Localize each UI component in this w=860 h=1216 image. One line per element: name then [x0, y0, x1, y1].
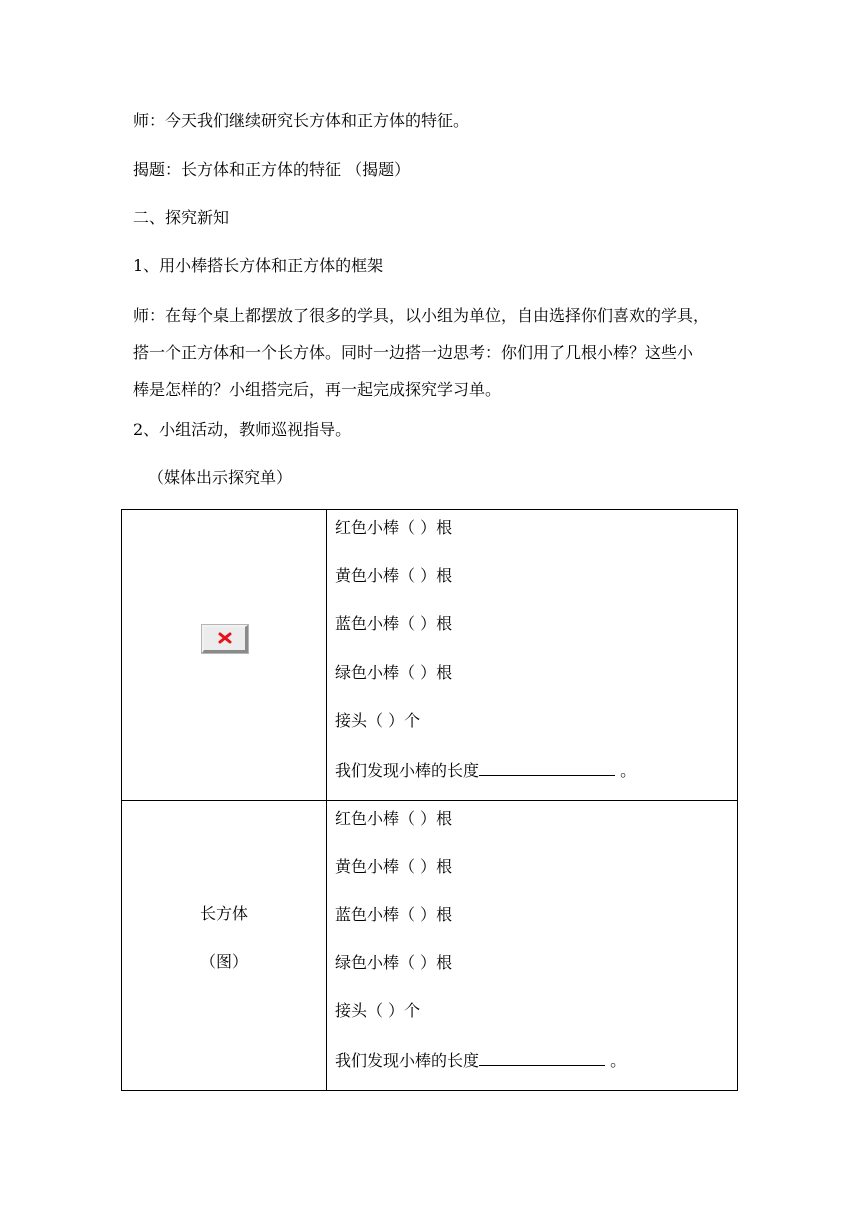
cuboid-count-cell	[327, 801, 738, 1091]
yellow-stick-count: 黄色小棒（ ）根	[335, 566, 453, 585]
finding-suffix: 。	[615, 761, 637, 780]
finding-prefix: 我们发现小棒的长度	[335, 761, 480, 780]
finding-line	[335, 759, 636, 781]
section-heading-explore: 二、探究新知	[133, 208, 230, 227]
instruction-line: 师：在每个桌上都摆放了很多的学具，以小组为单位，自由选择你们喜欢的学具，	[133, 306, 710, 325]
instruction-line: 棒是怎样的？小组搭完后，再一起完成探究学习单。	[133, 380, 502, 399]
green-stick-count: 绿色小棒（ ）根	[335, 953, 453, 972]
finding-line	[335, 1049, 626, 1071]
connector-count: 接头（ ）个	[335, 711, 421, 730]
red-x-icon	[218, 632, 232, 644]
cube-count-cell	[327, 510, 738, 801]
yellow-stick-count: 黄色小棒（ ）根	[335, 857, 453, 876]
broken-image-icon	[202, 625, 248, 653]
exploration-worksheet-table	[121, 509, 738, 1091]
paragraph-topic: 揭题：长方体和正方体的特征 （揭题）	[133, 160, 411, 179]
answer-blank[interactable]	[479, 759, 615, 776]
red-stick-count: 红色小棒（ ）根	[335, 809, 453, 828]
step-heading-build-frames: 1、用小棒搭长方体和正方体的框架	[133, 256, 384, 275]
step-heading-group-activity: 2、小组活动，教师巡视指导。	[133, 420, 352, 439]
instruction-line: 搭一个正方体和一个长方体。同时一边搭一边思考：你们用了几根小棒？这些小	[133, 343, 694, 362]
finding-prefix: 我们发现小棒的长度	[335, 1051, 480, 1070]
table-row	[122, 510, 738, 801]
figure-placeholder-label: （图）	[199, 952, 248, 971]
answer-blank[interactable]	[479, 1049, 605, 1066]
cuboid-label: 长方体	[199, 904, 248, 923]
connector-count: 接头（ ）个	[335, 1001, 421, 1020]
green-stick-count: 绿色小棒（ ）根	[335, 663, 453, 682]
cube-image-cell	[122, 510, 327, 801]
red-stick-count: 红色小棒（ ）根	[335, 518, 453, 537]
blue-stick-count: 蓝色小棒（ ）根	[335, 614, 453, 633]
paragraph-teacher-instructions	[133, 306, 741, 400]
table-row	[122, 801, 738, 1091]
finding-suffix: 。	[605, 1051, 627, 1070]
paragraph-teacher-intro: 师：今天我们继续研究长方体和正方体的特征。	[133, 111, 470, 130]
media-caption: （媒体出示探究单）	[148, 468, 293, 487]
blue-stick-count: 蓝色小棒（ ）根	[335, 905, 453, 924]
cuboid-image-cell	[122, 801, 327, 1091]
